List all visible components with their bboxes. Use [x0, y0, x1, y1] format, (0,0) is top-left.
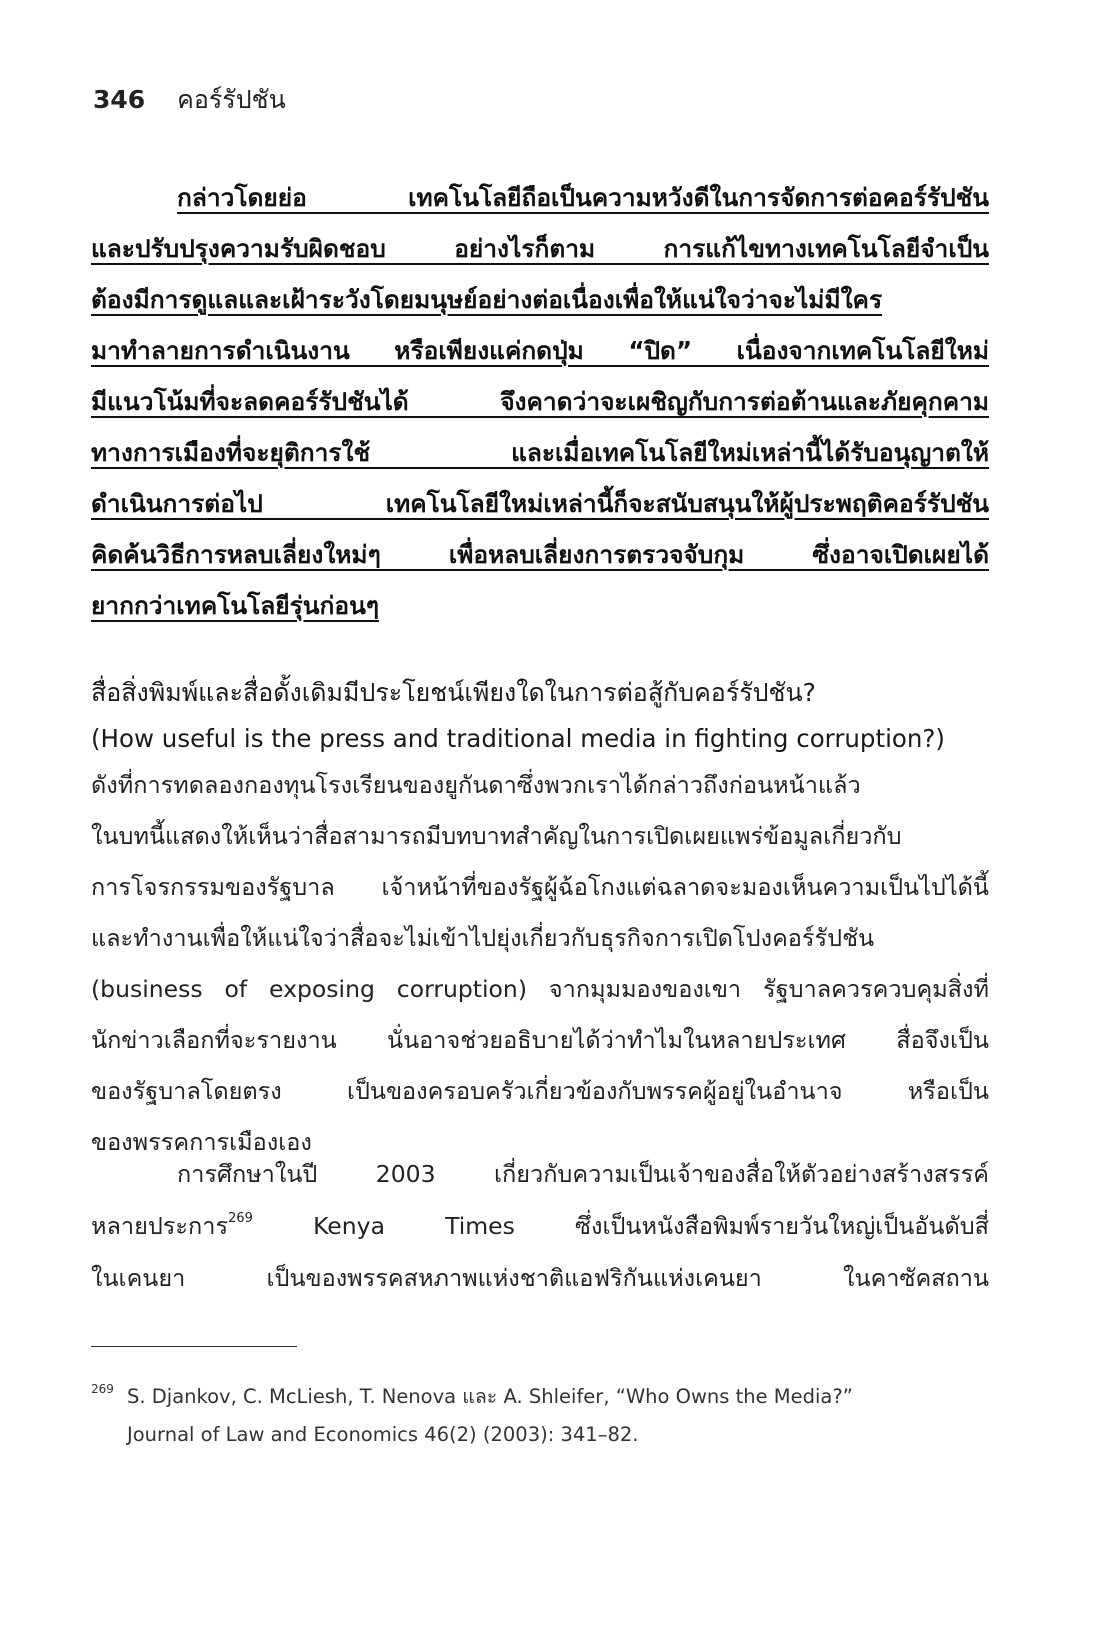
running-head [93, 80, 286, 120]
body-line-text: หลายประการ [91, 1212, 229, 1240]
summary-line: และปรับปรุงความรับผิดชอบ อย่างไรก็ตาม การแก้ไขทางเทคโนโลยีจำเป็น [91, 234, 989, 263]
body-line: ในเคนยา เป็นของพรรคสหภาพแห่งชาติแอฟริกันแห่งเคนยา ในคาซัคสถาน [91, 1264, 989, 1292]
section-heading-thai: สื่อสิ่งพิมพ์และสื่อดั้งเดิมมีประโยชน์เพียงใดในการต่อสู้กับคอร์รัปชัน? [91, 678, 816, 707]
page-number: 346 [93, 85, 146, 114]
body-paragraph-1 [91, 760, 989, 1168]
body-line: นักข่าวเลือกที่จะรายงาน นั่นอาจช่วยอธิบายได้ว่าทำไมในหลายประเทศ สื่อจึงเป็น [91, 1026, 989, 1054]
body-line [91, 1200, 989, 1252]
body-line: ของรัฐบาลโดยตรง เป็นของครอบครัวเกี่ยวข้องกับพรรคผู้อยู่ในอำนาจ หรือเป็น [91, 1077, 989, 1105]
body-line: ดังที่การทดลองกองทุนโรงเรียนของยูกันดาซึ่งพวกเราได้กล่าวถึงก่อนหน้าแล้ว [91, 771, 861, 799]
footnote-number: 269 [91, 1382, 114, 1396]
summary-paragraph [91, 172, 989, 631]
footnote-row [91, 1378, 989, 1454]
footnote-reference[interactable]: 269 [228, 1211, 253, 1226]
summary-line: มีแนวโน้มที่จะลดคอร์รัปชันได้ จึงคาดว่าจะเผชิญกับการต่อต้านและภัยคุกคาม [91, 387, 989, 416]
section-heading-english: (How useful is the press and traditional media in fighting corruption?) [91, 724, 945, 753]
body-line: ในบทนี้แสดงให้เห็นว่าสื่อสามารถมีบทบาทสำคัญในการเปิดเผยแพร่ข้อมูลเกี่ยวกับ [91, 822, 902, 850]
body-line: ของพรรคการเมืองเอง [91, 1128, 312, 1156]
chapter-title: คอร์รัปชัน [177, 85, 286, 114]
body-line: การศึกษาในปี 2003 เกี่ยวกับความเป็นเจ้าของสื่อให้ตัวอย่างสร้างสรรค์ [177, 1160, 989, 1188]
body-line-text: Kenya Times ซึ่งเป็นหนังสือพิมพ์รายวันใหญ่เป็นอันดับสี่ [252, 1212, 989, 1240]
footnote-divider [91, 1346, 297, 1347]
body-line: (business of exposing corruption) จากมุมมองของเขา รัฐบาลควรควบคุมสิ่งที่ [91, 975, 989, 1003]
summary-line: ดำเนินการต่อไป เทคโนโลยีใหม่เหล่านี้ก็จะสนับสนุนให้ผู้ประพฤติคอร์รัปชัน [91, 489, 989, 518]
summary-line: คิดค้นวิธีการหลบเลี่ยงใหม่ๆ เพื่อหลบเลี่ยงการตรวจจับกุม ซึ่งอาจเปิดเผยได้ [91, 540, 989, 569]
footnote-text [127, 1378, 989, 1454]
footnote-line: Journal of Law and Economics 46(2) (2003): 341–82. [127, 1423, 639, 1446]
summary-line: มาทำลายการดำเนินงาน หรือเพียงแค่กดปุ่ม “ปิด” เนื่องจากเทคโนโลยีใหม่ [91, 336, 989, 365]
summary-line: กล่าวโดยย่อ เทคโนโลยีถือเป็นความหวังดีในการจัดการต่อคอร์รัปชัน [177, 183, 989, 212]
summary-line: ต้องมีการดูแลและเฝ้าระวังโดยมนุษย์อย่างต่อเนื่องเพื่อให้แน่ใจว่าจะไม่มีใคร [91, 285, 883, 314]
body-line: และทำงานเพื่อให้แน่ใจว่าสื่อจะไม่เข้าไปยุ่งเกี่ยวกับธุรกิจการเปิดโปงคอร์รัปชัน [91, 924, 875, 952]
body-line: การโจรกรรมของรัฐบาล เจ้าหน้าที่ของรัฐผู้ฉ้อโกงแต่ฉลาดจะมองเห็นความเป็นไปได้นี้ [91, 873, 989, 901]
summary-line: ทางการเมืองที่จะยุติการใช้ และเมื่อเทคโนโลยีใหม่เหล่านี้ได้รับอนุญาตให้ [91, 438, 989, 467]
summary-line: ยากกว่าเทคโนโลยีรุ่นก่อนๆ [91, 591, 380, 620]
footnote-line: S. Djankov, C. McLiesh, T. Nenova และ A. Shleifer, “Who Owns the Media?” [127, 1385, 853, 1408]
footnote [91, 1378, 989, 1454]
body-paragraph-2 [91, 1148, 989, 1304]
